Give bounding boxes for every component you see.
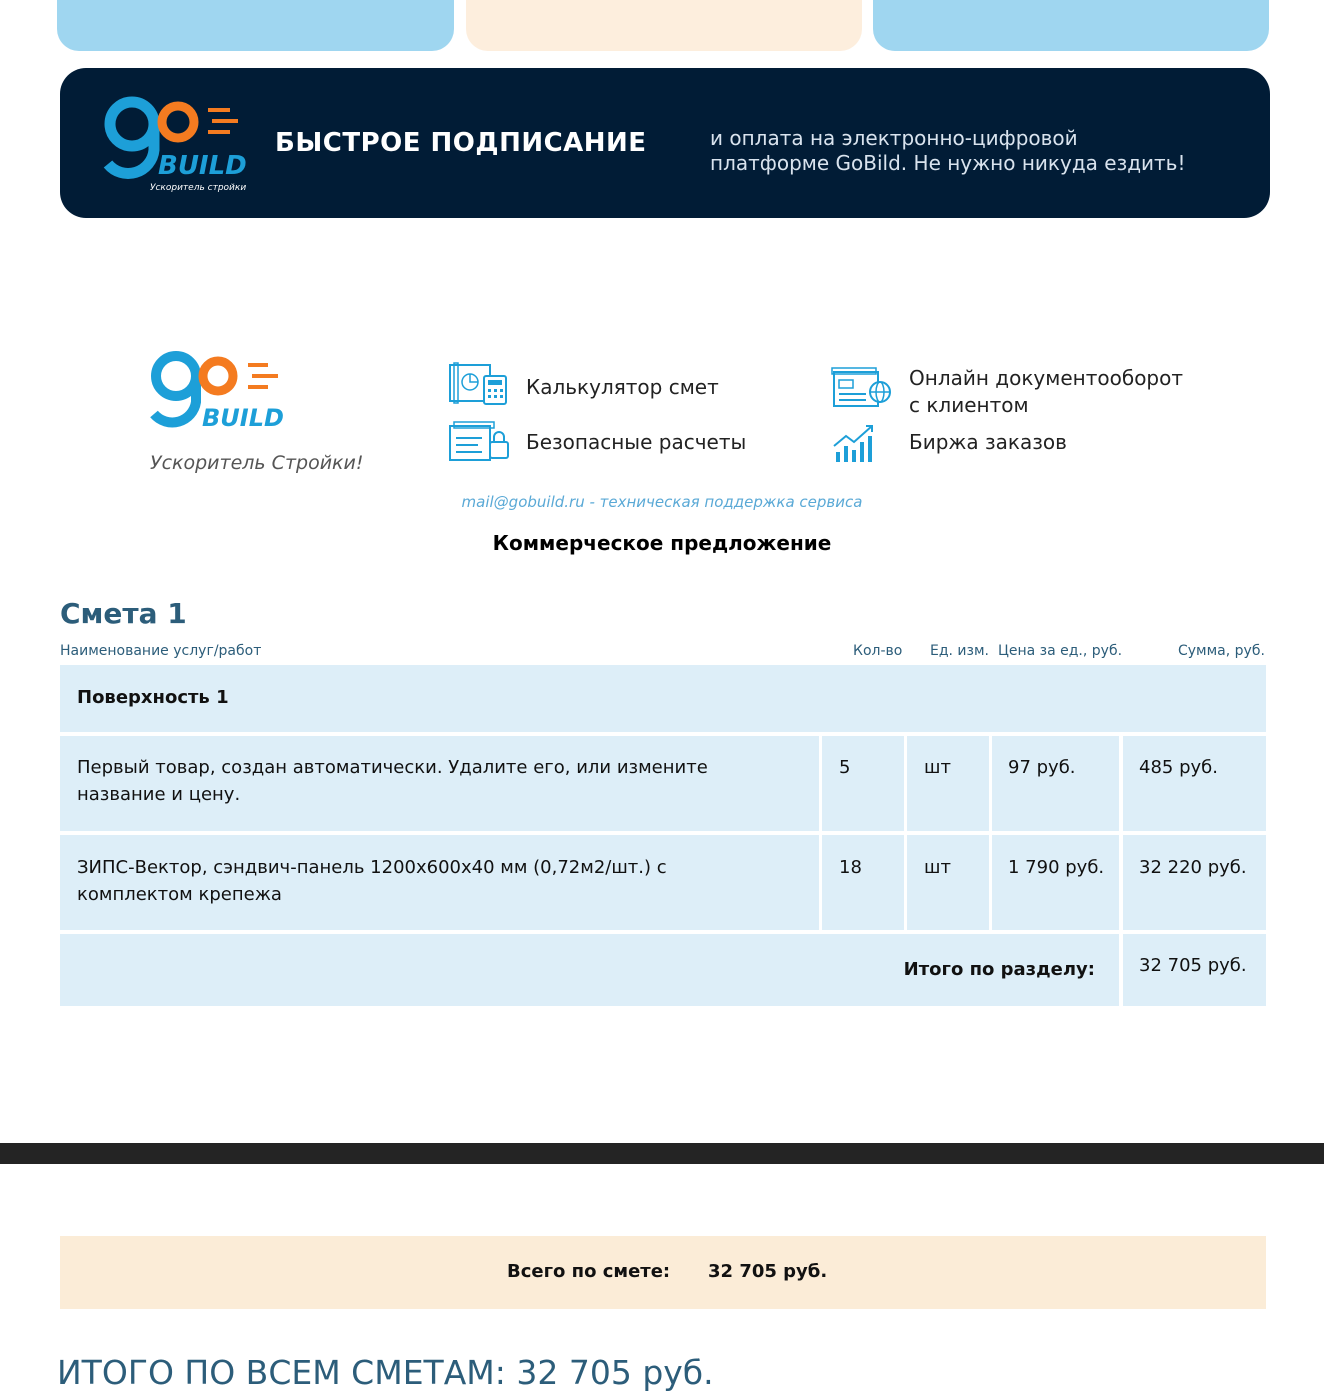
row-sum: 485 руб. xyxy=(1139,757,1218,778)
banner-subtext-line2: платформе GoBild. Не нужно никуда ездить! xyxy=(710,151,1186,175)
banner-headline: БЫСТРОЕ ПОДПИСАНИЕ xyxy=(275,128,647,158)
section-total-value-cell xyxy=(1123,934,1266,1006)
row-unit: шт xyxy=(924,757,951,778)
row-unit-cell xyxy=(907,736,989,831)
row-price-cell xyxy=(992,736,1119,831)
top-card-middle xyxy=(466,0,862,51)
row-sum-cell xyxy=(1123,835,1266,930)
column-header-name: Наименование услуг/работ xyxy=(60,643,262,659)
column-header-sum: Сумма, руб. xyxy=(1178,643,1265,659)
feature-calculator-label: Калькулятор смет xyxy=(526,375,719,399)
feature-docs-label-line1: Онлайн документооборот xyxy=(909,366,1184,390)
row-price: 1 790 руб. xyxy=(1008,857,1105,878)
top-card-right xyxy=(873,0,1269,51)
secure-payment-icon xyxy=(448,420,510,464)
section-total-value: 32 705 руб. xyxy=(1139,955,1247,976)
document-title: Коммерческое предложение xyxy=(492,531,832,555)
estimate-total-box xyxy=(60,1236,1266,1309)
column-header-price: Цена за ед., руб. xyxy=(998,643,1123,659)
grand-total: ИТОГО ПО ВСЕМ СМЕТАМ: 32 705 руб. xyxy=(57,1353,714,1392)
section-title: Поверхность 1 xyxy=(77,687,229,708)
estimate-total-value: 32 705 руб. xyxy=(708,1261,828,1282)
promo-banner xyxy=(60,68,1270,218)
estimate-total-label: Всего по смете: xyxy=(507,1261,671,1282)
row-sum: 32 220 руб. xyxy=(1139,857,1247,878)
estimate-title: Смета 1 xyxy=(60,597,187,630)
growth-chart-icon xyxy=(832,422,894,466)
feature-exchange-label: Биржа заказов xyxy=(909,430,1067,454)
support-email-text[interactable]: mail@gobuild.ru - техническая поддержка сервиса xyxy=(461,493,863,511)
logo-build-text: BUILD xyxy=(158,151,247,181)
column-header-unit: Ед. изм. xyxy=(930,643,989,659)
feature-secure-label: Безопасные расчеты xyxy=(526,430,747,454)
banner-subtext-line1: и оплата на электронно-цифровой xyxy=(710,126,1078,150)
calculator-icon xyxy=(448,362,510,406)
table-row xyxy=(60,736,819,831)
row-qty: 5 xyxy=(839,757,851,778)
section-total-label-cell xyxy=(60,934,1119,1006)
brand-logo-build-text: BUILD xyxy=(202,404,284,432)
row-qty-cell xyxy=(822,736,904,831)
banner-subtext xyxy=(710,126,1240,176)
section-total-label: Итого по разделу: xyxy=(903,959,1095,980)
row-name: ЗИПС-Вектор, сэндвич-панель 1200х600х40 мм (0,72м2/шт.) с комплектом крепежа xyxy=(77,857,667,905)
feature-docs-label-line2: с клиентом xyxy=(909,393,1029,417)
table-row xyxy=(60,835,819,930)
brand-slogan: Ускоритель Стройки! xyxy=(150,452,364,474)
row-unit-cell xyxy=(907,835,989,930)
logo-tagline: Ускоритель стройки xyxy=(150,183,247,193)
column-header-qty: Кол-во xyxy=(853,643,903,659)
row-unit: шт xyxy=(924,857,951,878)
row-qty: 18 xyxy=(839,857,862,878)
section-header-row xyxy=(60,665,1266,732)
feature-docs-label xyxy=(909,365,1183,419)
separator-bar xyxy=(0,1143,1324,1164)
gobuild-logo-large-icon xyxy=(146,348,286,443)
online-docs-icon xyxy=(830,366,892,410)
row-qty-cell xyxy=(822,835,904,930)
row-sum-cell xyxy=(1123,736,1266,831)
row-name: Первый товар, создан автоматически. Удалите его, или измените название и цену. xyxy=(77,757,708,805)
row-price: 97 руб. xyxy=(1008,757,1076,778)
gobuild-logo-icon xyxy=(100,92,250,196)
row-price-cell xyxy=(992,835,1119,930)
top-card-left xyxy=(57,0,454,51)
